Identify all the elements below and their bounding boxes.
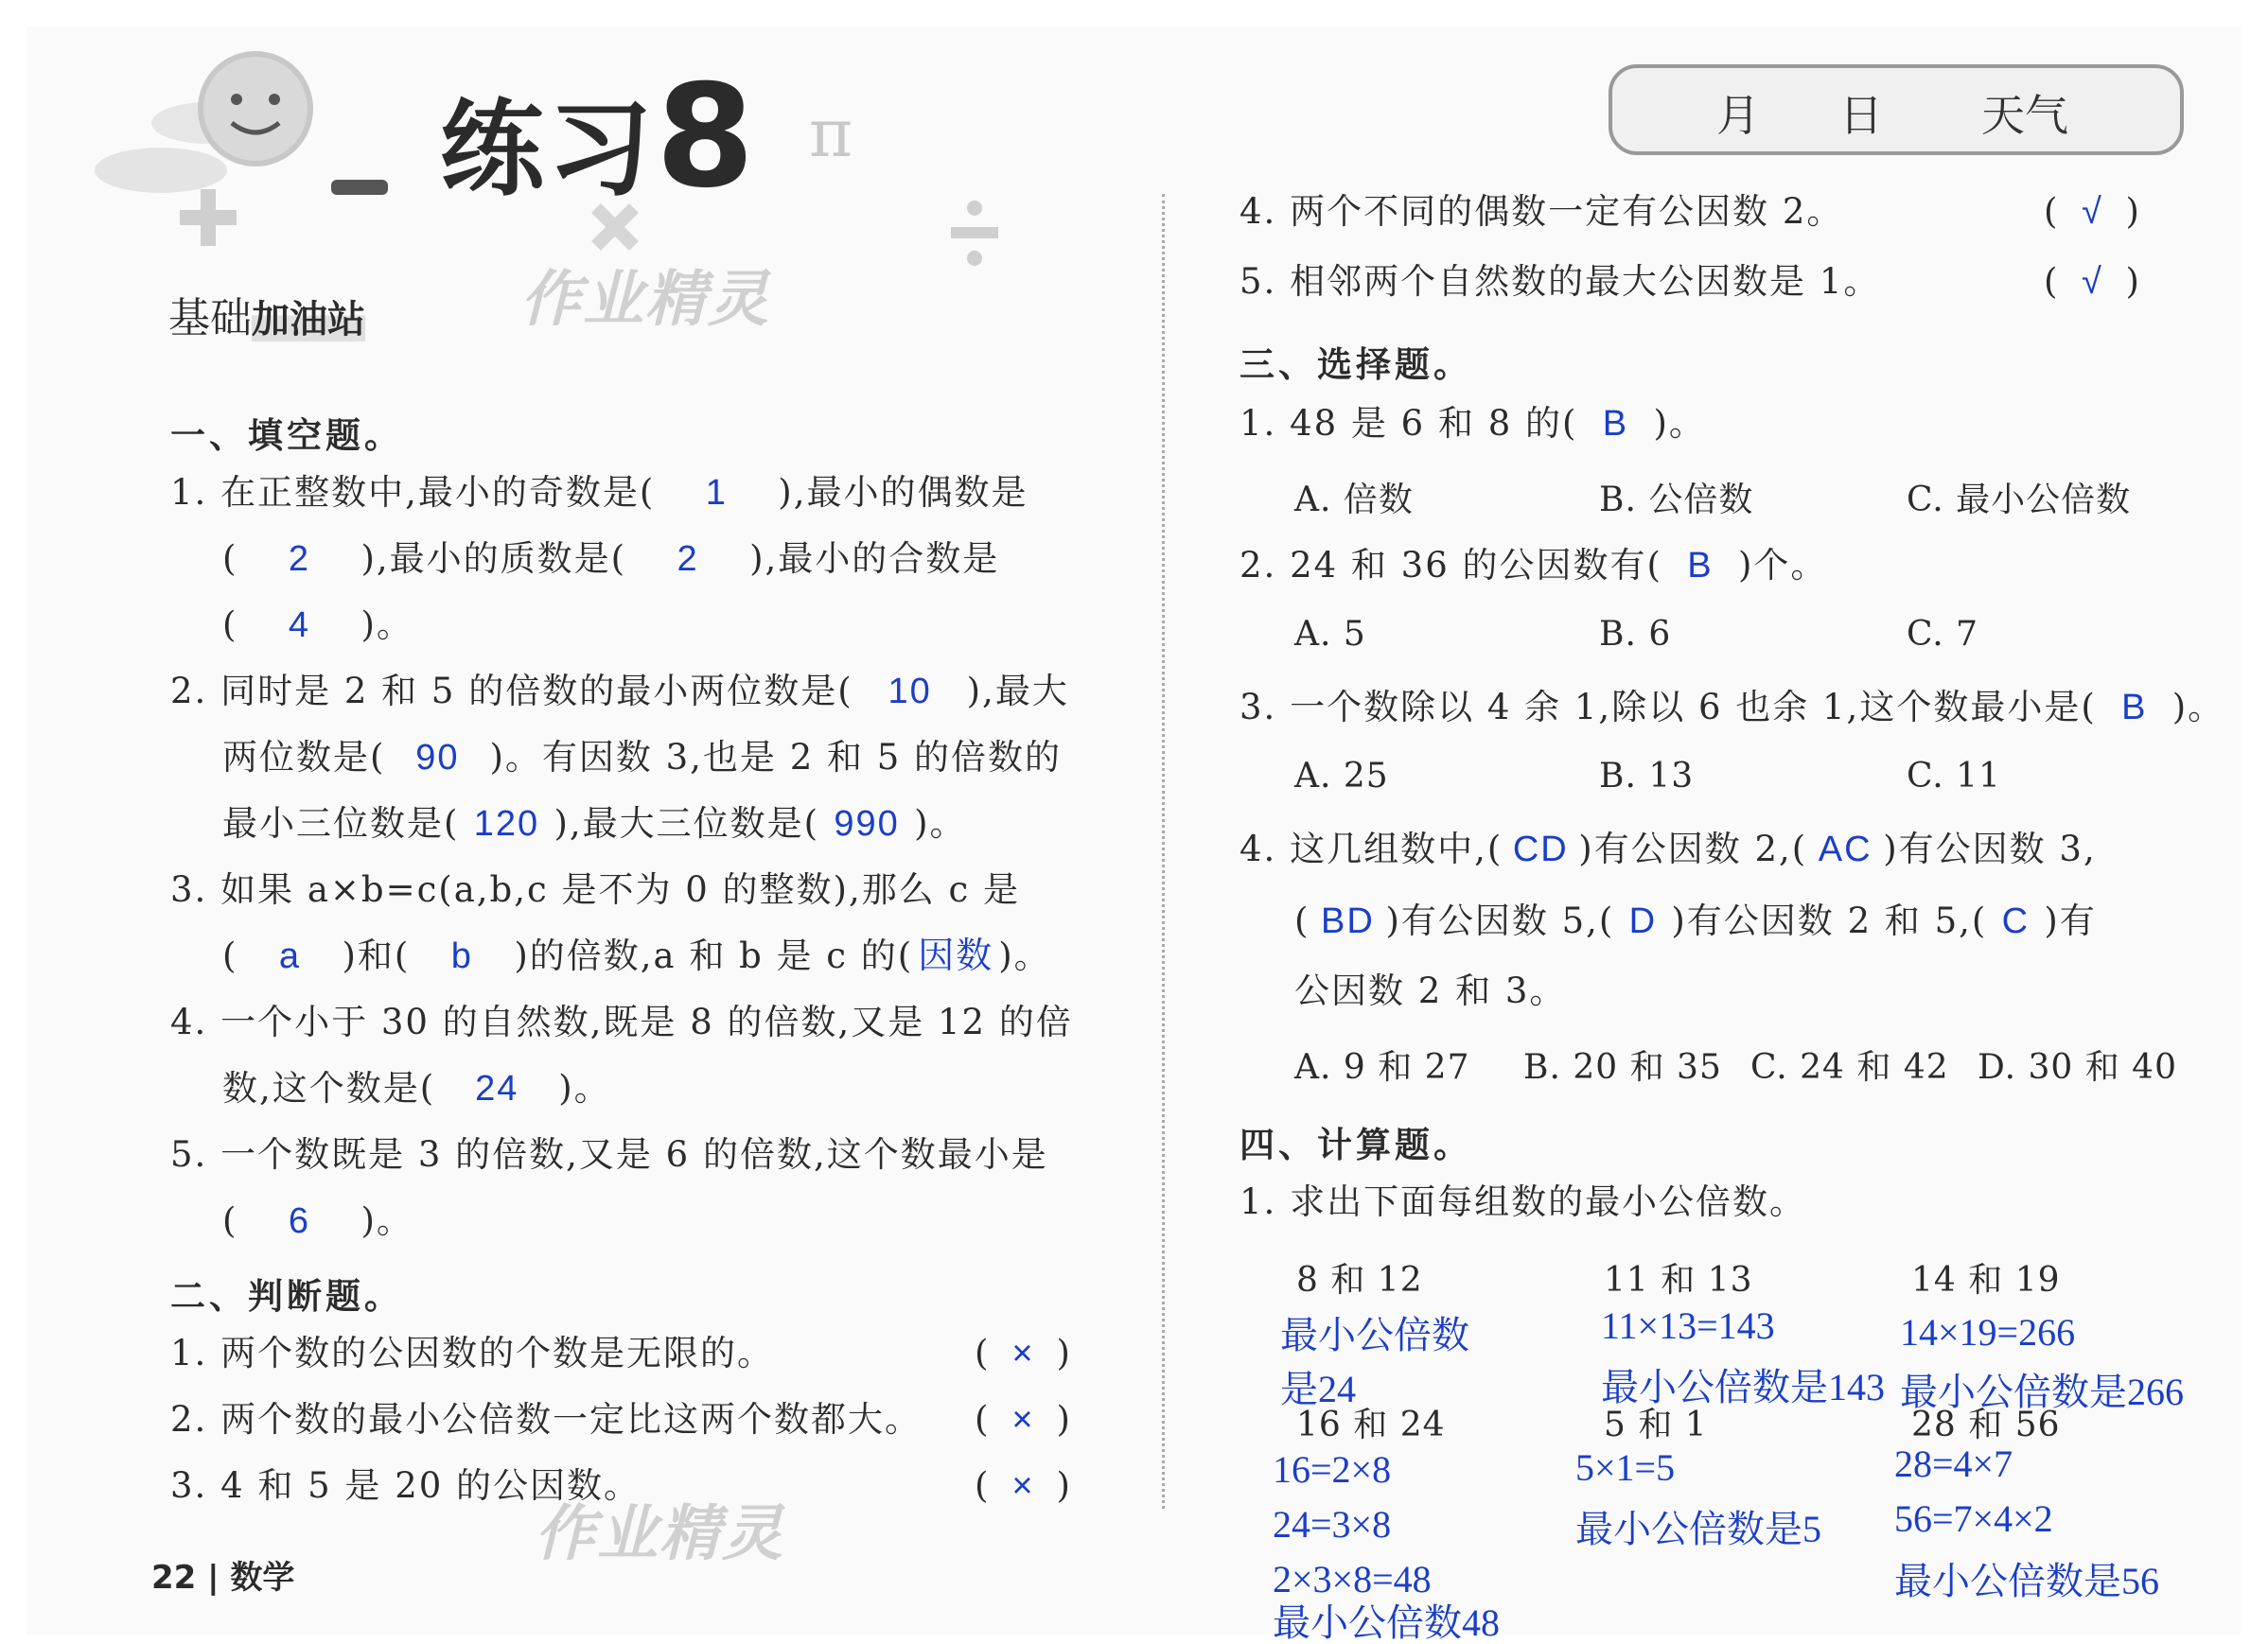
option: C. 24 和 42: [1750, 1048, 1949, 1087]
judge-item-5: 5. 相邻两个自然数的最大公因数是 1。: [1239, 261, 1881, 302]
q2-line2: 两位数是( 90 )。有因数 3,也是 2 和 5 的倍数的: [222, 733, 1062, 782]
number-pair: 14 和 19: [1911, 1261, 2061, 1300]
number-pair: 28 和 56: [1911, 1406, 2061, 1444]
title-text: 练习: [440, 89, 656, 210]
answer-blank: b: [450, 936, 473, 976]
answer-blank: 6: [288, 1201, 310, 1241]
q1-line2: ( 2 ),最小的质数是( 2 ),最小的合数是: [222, 534, 999, 584]
answer-blank: 990: [834, 804, 900, 844]
judge-item-2: 2. 两个数的最小公倍数一定比这两个数都大。: [170, 1399, 923, 1440]
handwritten-answer: 最小公倍数是56: [1894, 1560, 2159, 1602]
choice-q1: 1. 48 是 6 和 8 的( B )。: [1239, 399, 1706, 448]
q4-line1: 4. 一个小于 30 的自然数,既是 8 的倍数,又是 12 的倍: [170, 1002, 1073, 1042]
q3-line2: ( a )和( b )的倍数,a 和 b 是 c 的( 因数 )。: [222, 932, 1051, 981]
handwritten-answer: 24=3×8: [1273, 1503, 1392, 1546]
pi-icon: π: [809, 95, 853, 172]
answer-blank: 2: [677, 539, 699, 579]
judge-mark-2: ( × ): [975, 1399, 1072, 1440]
page-footer: 22 | 数学: [151, 1559, 295, 1597]
answer-blank: 2: [288, 539, 310, 579]
choice-q3: 3. 一个数除以 4 余 1,除以 6 也余 1,这个数最小是( B )。: [1239, 683, 2224, 732]
answer-blank: 120: [473, 804, 540, 844]
option: A. 5: [1294, 615, 1366, 654]
watermark: 作业精灵: [535, 1499, 784, 1569]
handwritten-answer: 56=7×4×2: [1894, 1497, 2053, 1540]
q5-line2: ( 6 )。: [222, 1197, 413, 1246]
answer-blank: CD: [1512, 830, 1569, 869]
handwritten-answer: 最小公倍数: [1280, 1314, 1469, 1356]
answer-blank: 90: [415, 738, 460, 778]
handwritten-answer: 是24: [1280, 1368, 1356, 1410]
answer-blank: 因数: [918, 936, 994, 976]
judge-item-3: 3. 4 和 5 是 20 的公因数。: [170, 1465, 642, 1506]
choice-q4-line3: 公因数 2 和 3。: [1294, 971, 1567, 1011]
section-choice-title: 三、选择题。: [1239, 344, 1472, 385]
answer-blank: a: [278, 936, 301, 976]
number-pair: 8 和 12: [1296, 1261, 1423, 1300]
judge-item-4: 4. 两个不同的偶数一定有公因数 2。: [1239, 191, 1844, 232]
number-pair: 16 和 24: [1296, 1406, 1446, 1444]
judge-item-1: 1. 两个数的公因数的个数是无限的。: [170, 1333, 775, 1373]
choice-q4-line1: 4. 这几组数中,( CD )有公因数 2,( AC )有公因数 3,: [1239, 825, 2097, 874]
option: A. 25: [1294, 757, 1389, 796]
answer-blank: 1: [705, 473, 728, 513]
section-calc-title: 四、计算题。: [1239, 1125, 1472, 1165]
number-pair: 5 和 1: [1604, 1406, 1708, 1444]
q1-line1: 1. 在正整数中,最小的奇数是( 1 ),最小的偶数是: [170, 468, 1028, 517]
answer-blank: B: [1687, 546, 1714, 586]
sun-eye: [231, 94, 242, 105]
section-label: [168, 284, 365, 344]
handwritten-answer: 5×1=5: [1575, 1446, 1676, 1489]
date-month-label: 月: [1716, 90, 1760, 141]
answer-blank: B: [1602, 404, 1629, 444]
option: B. 公倍数: [1599, 481, 1754, 519]
section-label-a: 基础: [168, 294, 252, 342]
minus-icon: [331, 180, 388, 195]
date-weather-box: [1609, 64, 2184, 155]
q3-line1: 3. 如果 a×b=c(a,b,c 是不为 0 的整数),那么 c 是: [170, 869, 1020, 910]
handwritten-answer: 28=4×7: [1894, 1443, 2013, 1485]
handwritten-answer: 16=2×8: [1273, 1448, 1392, 1491]
judge-mark-3: ( × ): [975, 1465, 1072, 1506]
answer-blank: BD: [1321, 901, 1375, 941]
q2-line1: 2. 同时是 2 和 5 的倍数的最小两位数是( 10 ),最大: [170, 667, 1069, 716]
section-judge-title: 二、判断题。: [170, 1276, 403, 1317]
answer-blank: 10: [888, 672, 932, 711]
sun-eye: [269, 94, 280, 105]
option: B. 6: [1599, 615, 1672, 654]
option: B. 20 和 35: [1523, 1048, 1722, 1087]
calc-q1: 1. 求出下面每组数的最小公倍数。: [1239, 1181, 1807, 1222]
q1-line3: ( 4 )。: [222, 601, 413, 650]
q2-line3: 最小三位数是( 120 ),最大三位数是( 990 )。: [222, 799, 967, 848]
handwritten-answer: 最小公倍数48: [1273, 1601, 1500, 1644]
section-fill-blank-title: 一、填空题。: [170, 415, 403, 456]
answer-blank: C: [2001, 901, 2031, 941]
choice-q4-line2: ( BD )有公因数 5,( D )有公因数 2 和 5,( C )有: [1294, 897, 2097, 946]
date-day-label: 日: [1839, 90, 1883, 141]
handwritten-answer: 14×19=266: [1900, 1311, 2076, 1354]
section-label-b: 加油站: [252, 298, 365, 341]
option: C. 11: [1907, 757, 2001, 796]
page-title: [440, 55, 758, 219]
sun-icon: [201, 54, 310, 164]
q5-line1: 5. 一个数既是 3 的倍数,又是 6 的倍数,这个数最小是: [170, 1134, 1048, 1175]
choice-q2: 2. 24 和 36 的公因数有( B )个。: [1239, 541, 1827, 590]
handwritten-answer: 11×13=143: [1601, 1304, 1775, 1347]
cloud-shape: [95, 148, 227, 193]
answer-blank: D: [1628, 901, 1658, 941]
option: C. 最小公倍数: [1907, 481, 2132, 519]
watermark: 作业精灵: [520, 265, 770, 335]
answer-blank: AC: [1818, 830, 1872, 869]
handwritten-answer: 最小公倍数是266: [1900, 1371, 2184, 1413]
plus-icon: [180, 189, 237, 246]
option: A. 9 和 27: [1294, 1048, 1470, 1087]
option: D. 30 和 40: [1978, 1048, 2177, 1087]
date-weather-label: 天气: [1981, 90, 2068, 141]
handwritten-answer: 最小公倍数是5: [1575, 1508, 1821, 1550]
option: A. 倍数: [1294, 481, 1414, 519]
divide-icon: [946, 194, 1012, 279]
number-pair: 11 和 13: [1604, 1261, 1753, 1300]
answer-blank: 24: [475, 1069, 519, 1109]
option: B. 13: [1599, 757, 1695, 796]
answer-blank: B: [2121, 688, 2148, 727]
handwritten-answer: 2×3×8=48: [1273, 1558, 1432, 1600]
answer-blank: 4: [288, 605, 310, 645]
judge-mark-5: ( √ ): [2044, 261, 2141, 302]
option: C. 7: [1907, 615, 1979, 654]
column-divider: [1162, 194, 1165, 1509]
judge-mark-4: ( √ ): [2044, 191, 2141, 232]
q4-line2: 数,这个数是( 24 )。: [222, 1064, 611, 1113]
handwritten-answer: 最小公倍数是143: [1601, 1366, 1885, 1408]
judge-mark-1: ( × ): [975, 1333, 1072, 1373]
title-number: 8: [656, 55, 759, 219]
